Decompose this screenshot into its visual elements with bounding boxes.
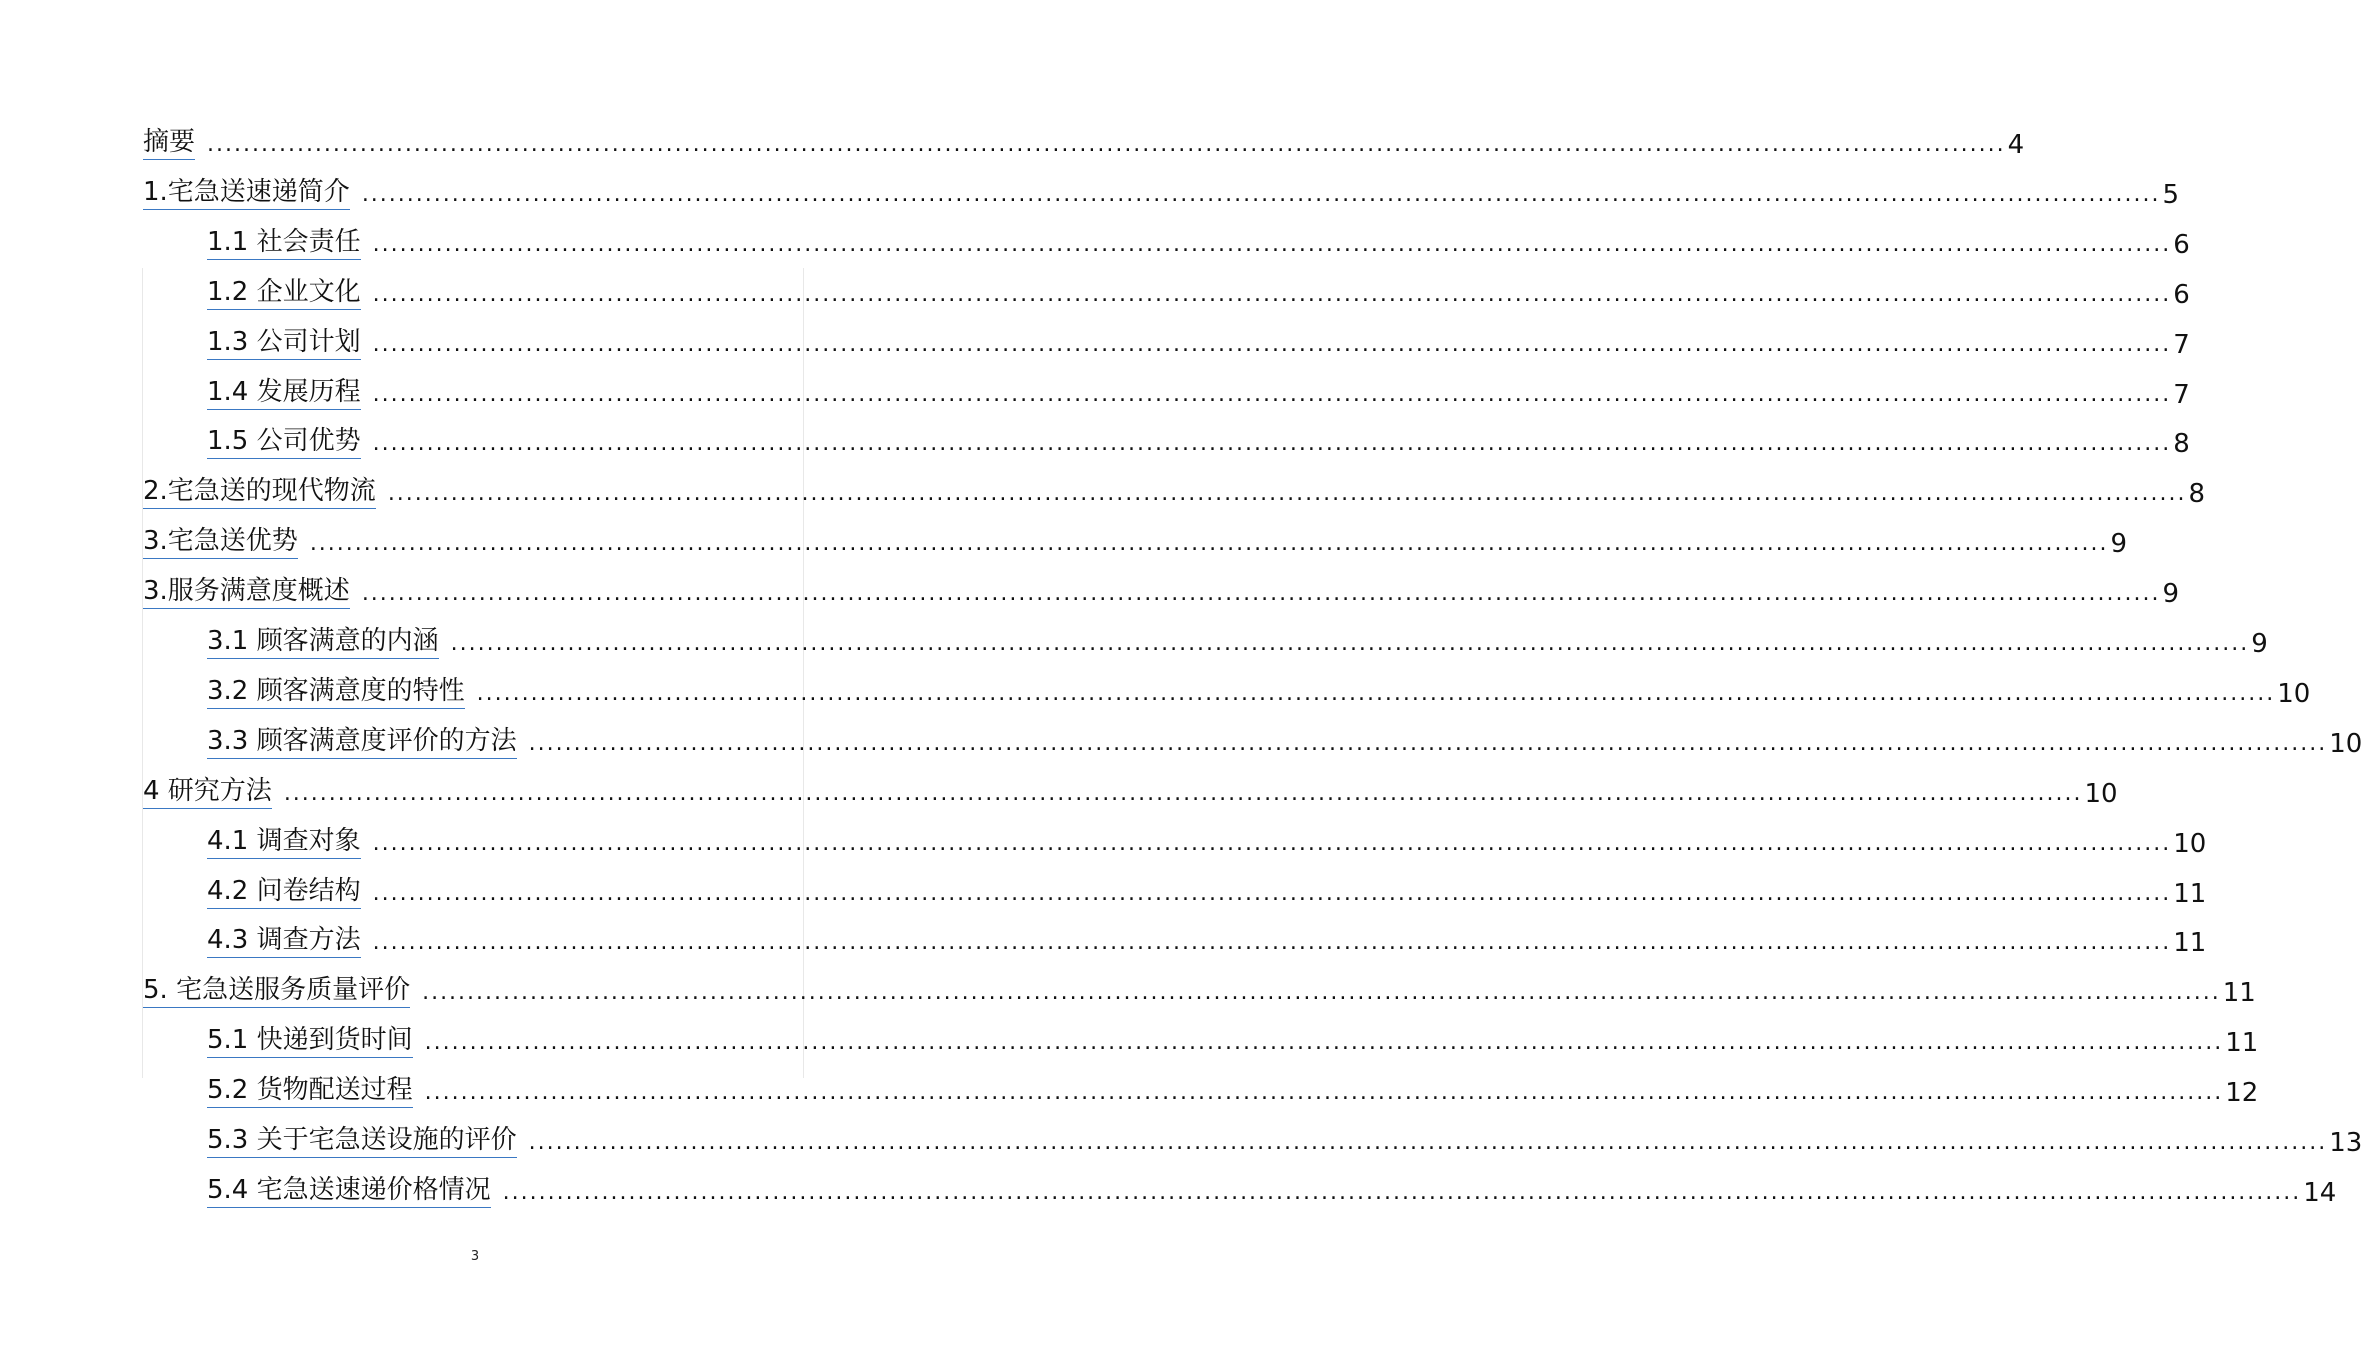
toc-leader-dots: ........................................................................................................................................................................................................ xyxy=(502,1179,2302,1205)
toc-entry[interactable] xyxy=(143,569,2179,610)
toc-entry-page: 10 xyxy=(2329,728,2362,759)
toc-entry[interactable] xyxy=(207,370,2190,410)
toc-entry[interactable] xyxy=(143,469,2205,510)
toc-entry[interactable] xyxy=(143,170,2179,210)
toc-entry-title[interactable]: 4.3 调查方法 xyxy=(207,925,361,958)
toc-entry[interactable] xyxy=(143,120,2025,160)
toc-entry-title[interactable]: 3.1 顾客满意的内涵 xyxy=(207,626,439,659)
toc-leader-dots: ........................................................................................................................................................................................................ xyxy=(528,1130,2328,1155)
toc-leader-dots: ........................................................................................................................................................................................................ xyxy=(450,631,2250,656)
toc-entry[interactable] xyxy=(207,419,2190,460)
toc-entry-page: 10 xyxy=(2173,828,2207,859)
toc-entry[interactable] xyxy=(207,918,2207,959)
toc-entry-title[interactable]: 4.1 调查对象 xyxy=(207,826,361,859)
toc-entry-page: 7 xyxy=(2173,329,2190,360)
toc-leader-dots: ........................................................................................................................................................................................................ xyxy=(424,1080,2224,1106)
toc-leader-dots: ........................................................................................................................................................................................................ xyxy=(387,481,2187,507)
toc-entry-title[interactable]: 5. 宅急送服务质量评价 xyxy=(143,975,410,1008)
toc-entry-title[interactable]: 1.宅急送速递简介 xyxy=(143,177,350,210)
toc-entry-title[interactable]: 4 研究方法 xyxy=(143,776,272,809)
toc-entry-title[interactable]: 5.4 宅急送速递价格情况 xyxy=(207,1175,491,1208)
toc-entry[interactable] xyxy=(207,1068,2259,1109)
toc-entry[interactable] xyxy=(143,769,2118,809)
toc-leader-dots: ........................................................................................................................................................................................................ xyxy=(283,780,2083,806)
toc-entry-page: 11 xyxy=(2225,1028,2259,1059)
toc-entry-title[interactable]: 摘要 xyxy=(143,127,195,160)
toc-leader-dots: ........................................................................................................................................................................................................ xyxy=(422,980,2221,1006)
toc-leader-dots: ........................................................................................................................................................................................................ xyxy=(361,181,2161,207)
toc-entry-title[interactable]: 1.3 公司计划 xyxy=(207,327,361,360)
toc-entry-page: 10 xyxy=(2084,778,2118,809)
toc-entry[interactable] xyxy=(207,220,2190,260)
toc-leader-dots: ........................................................................................................................................................................................................ xyxy=(372,231,2172,257)
toc-entry-page: 9 xyxy=(2110,529,2127,560)
toc-entry-page: 11 xyxy=(2173,878,2207,909)
toc-entry-page: 8 xyxy=(2173,429,2190,460)
toc-entry-title[interactable]: 1.4 发展历程 xyxy=(207,377,361,410)
toc-entry-page: 5 xyxy=(2162,179,2179,210)
toc-entry-page: 14 xyxy=(2303,1177,2337,1208)
toc-entry-title[interactable]: 3.宅急送优势 xyxy=(143,526,298,559)
toc-entry[interactable] xyxy=(207,270,2190,310)
toc-entry-page: 6 xyxy=(2173,279,2190,310)
toc-leader-dots: ........................................................................................................................................................................................................ xyxy=(528,730,2328,756)
toc-entry-page: 10 xyxy=(2277,678,2311,709)
toc-leader-dots: ........................................................................................................................................................................................................ xyxy=(372,281,2172,307)
toc-entry-title[interactable]: 2.宅急送的现代物流 xyxy=(143,476,376,509)
toc-leader-dots: ........................................................................................................................................................................................................ xyxy=(309,531,2109,557)
toc-leader-dots: ........................................................................................................................................................................................................ xyxy=(207,132,2006,157)
toc-entry-page: 6 xyxy=(2173,229,2190,260)
toc-leader-dots: ........................................................................................................................................................................................................ xyxy=(372,381,2172,407)
toc-entry[interactable] xyxy=(207,1118,2362,1158)
toc-entry-title[interactable]: 3.2 顾客满意度的特性 xyxy=(207,676,465,709)
toc-leader-dots: ........................................................................................................................................................................................................ xyxy=(372,830,2172,856)
toc-leader-dots: ........................................................................................................................................................................................................ xyxy=(372,880,2172,906)
toc-entry[interactable] xyxy=(143,968,2256,1009)
toc-entry-page: 12 xyxy=(2225,1078,2259,1109)
toc-entry-title[interactable]: 1.5 公司优势 xyxy=(207,426,361,459)
toc-entry-page: 11 xyxy=(2222,978,2256,1009)
toc-entry-title[interactable]: 5.3 关于宅急送设施的评价 xyxy=(207,1125,517,1158)
toc-entry-title[interactable]: 3.服务满意度概述 xyxy=(143,576,350,609)
toc-entry[interactable] xyxy=(207,869,2207,909)
toc-leader-dots: ........................................................................................................................................................................................................ xyxy=(372,930,2172,956)
toc-leader-dots: ........................................................................................................................................................................................................ xyxy=(476,680,2276,706)
toc-entry-page: 13 xyxy=(2329,1128,2362,1158)
toc-entry-page: 4 xyxy=(2007,130,2025,160)
toc-entry-page: 11 xyxy=(2173,928,2207,959)
toc-entry-title[interactable]: 1.1 社会责任 xyxy=(207,227,361,260)
toc-entry-title[interactable]: 1.2 企业文化 xyxy=(207,277,361,310)
toc-entry[interactable] xyxy=(207,669,2311,709)
toc-leader-dots: ........................................................................................................................................................................................................ xyxy=(424,1030,2224,1056)
toc-entry[interactable] xyxy=(207,1168,2337,1208)
toc-entry[interactable] xyxy=(207,1018,2259,1059)
toc-entry-title[interactable]: 5.2 货物配送过程 xyxy=(207,1075,413,1108)
toc-entry-page: 9 xyxy=(2251,629,2268,659)
toc-entry[interactable] xyxy=(207,619,2268,659)
toc-entry[interactable] xyxy=(207,719,2362,759)
toc-entry-title[interactable]: 4.2 问卷结构 xyxy=(207,876,361,909)
toc-entry-title[interactable]: 5.1 快递到货时间 xyxy=(207,1025,413,1058)
toc-leader-dots: ........................................................................................................................................................................................................ xyxy=(372,331,2172,357)
page-number: 3 xyxy=(470,1249,480,1264)
toc-entry-title[interactable]: 3.3 顾客满意度评价的方法 xyxy=(207,726,517,759)
toc-entry[interactable] xyxy=(207,819,2207,859)
toc-entry-page: 7 xyxy=(2173,379,2190,410)
toc-entry[interactable] xyxy=(143,519,2127,560)
toc-entry-page: 9 xyxy=(2162,579,2179,610)
toc-leader-dots: ........................................................................................................................................................................................................ xyxy=(372,431,2172,457)
toc-entry[interactable] xyxy=(207,320,2190,360)
toc-leader-dots: ........................................................................................................................................................................................................ xyxy=(361,581,2161,607)
toc-entry-page: 8 xyxy=(2188,479,2205,510)
